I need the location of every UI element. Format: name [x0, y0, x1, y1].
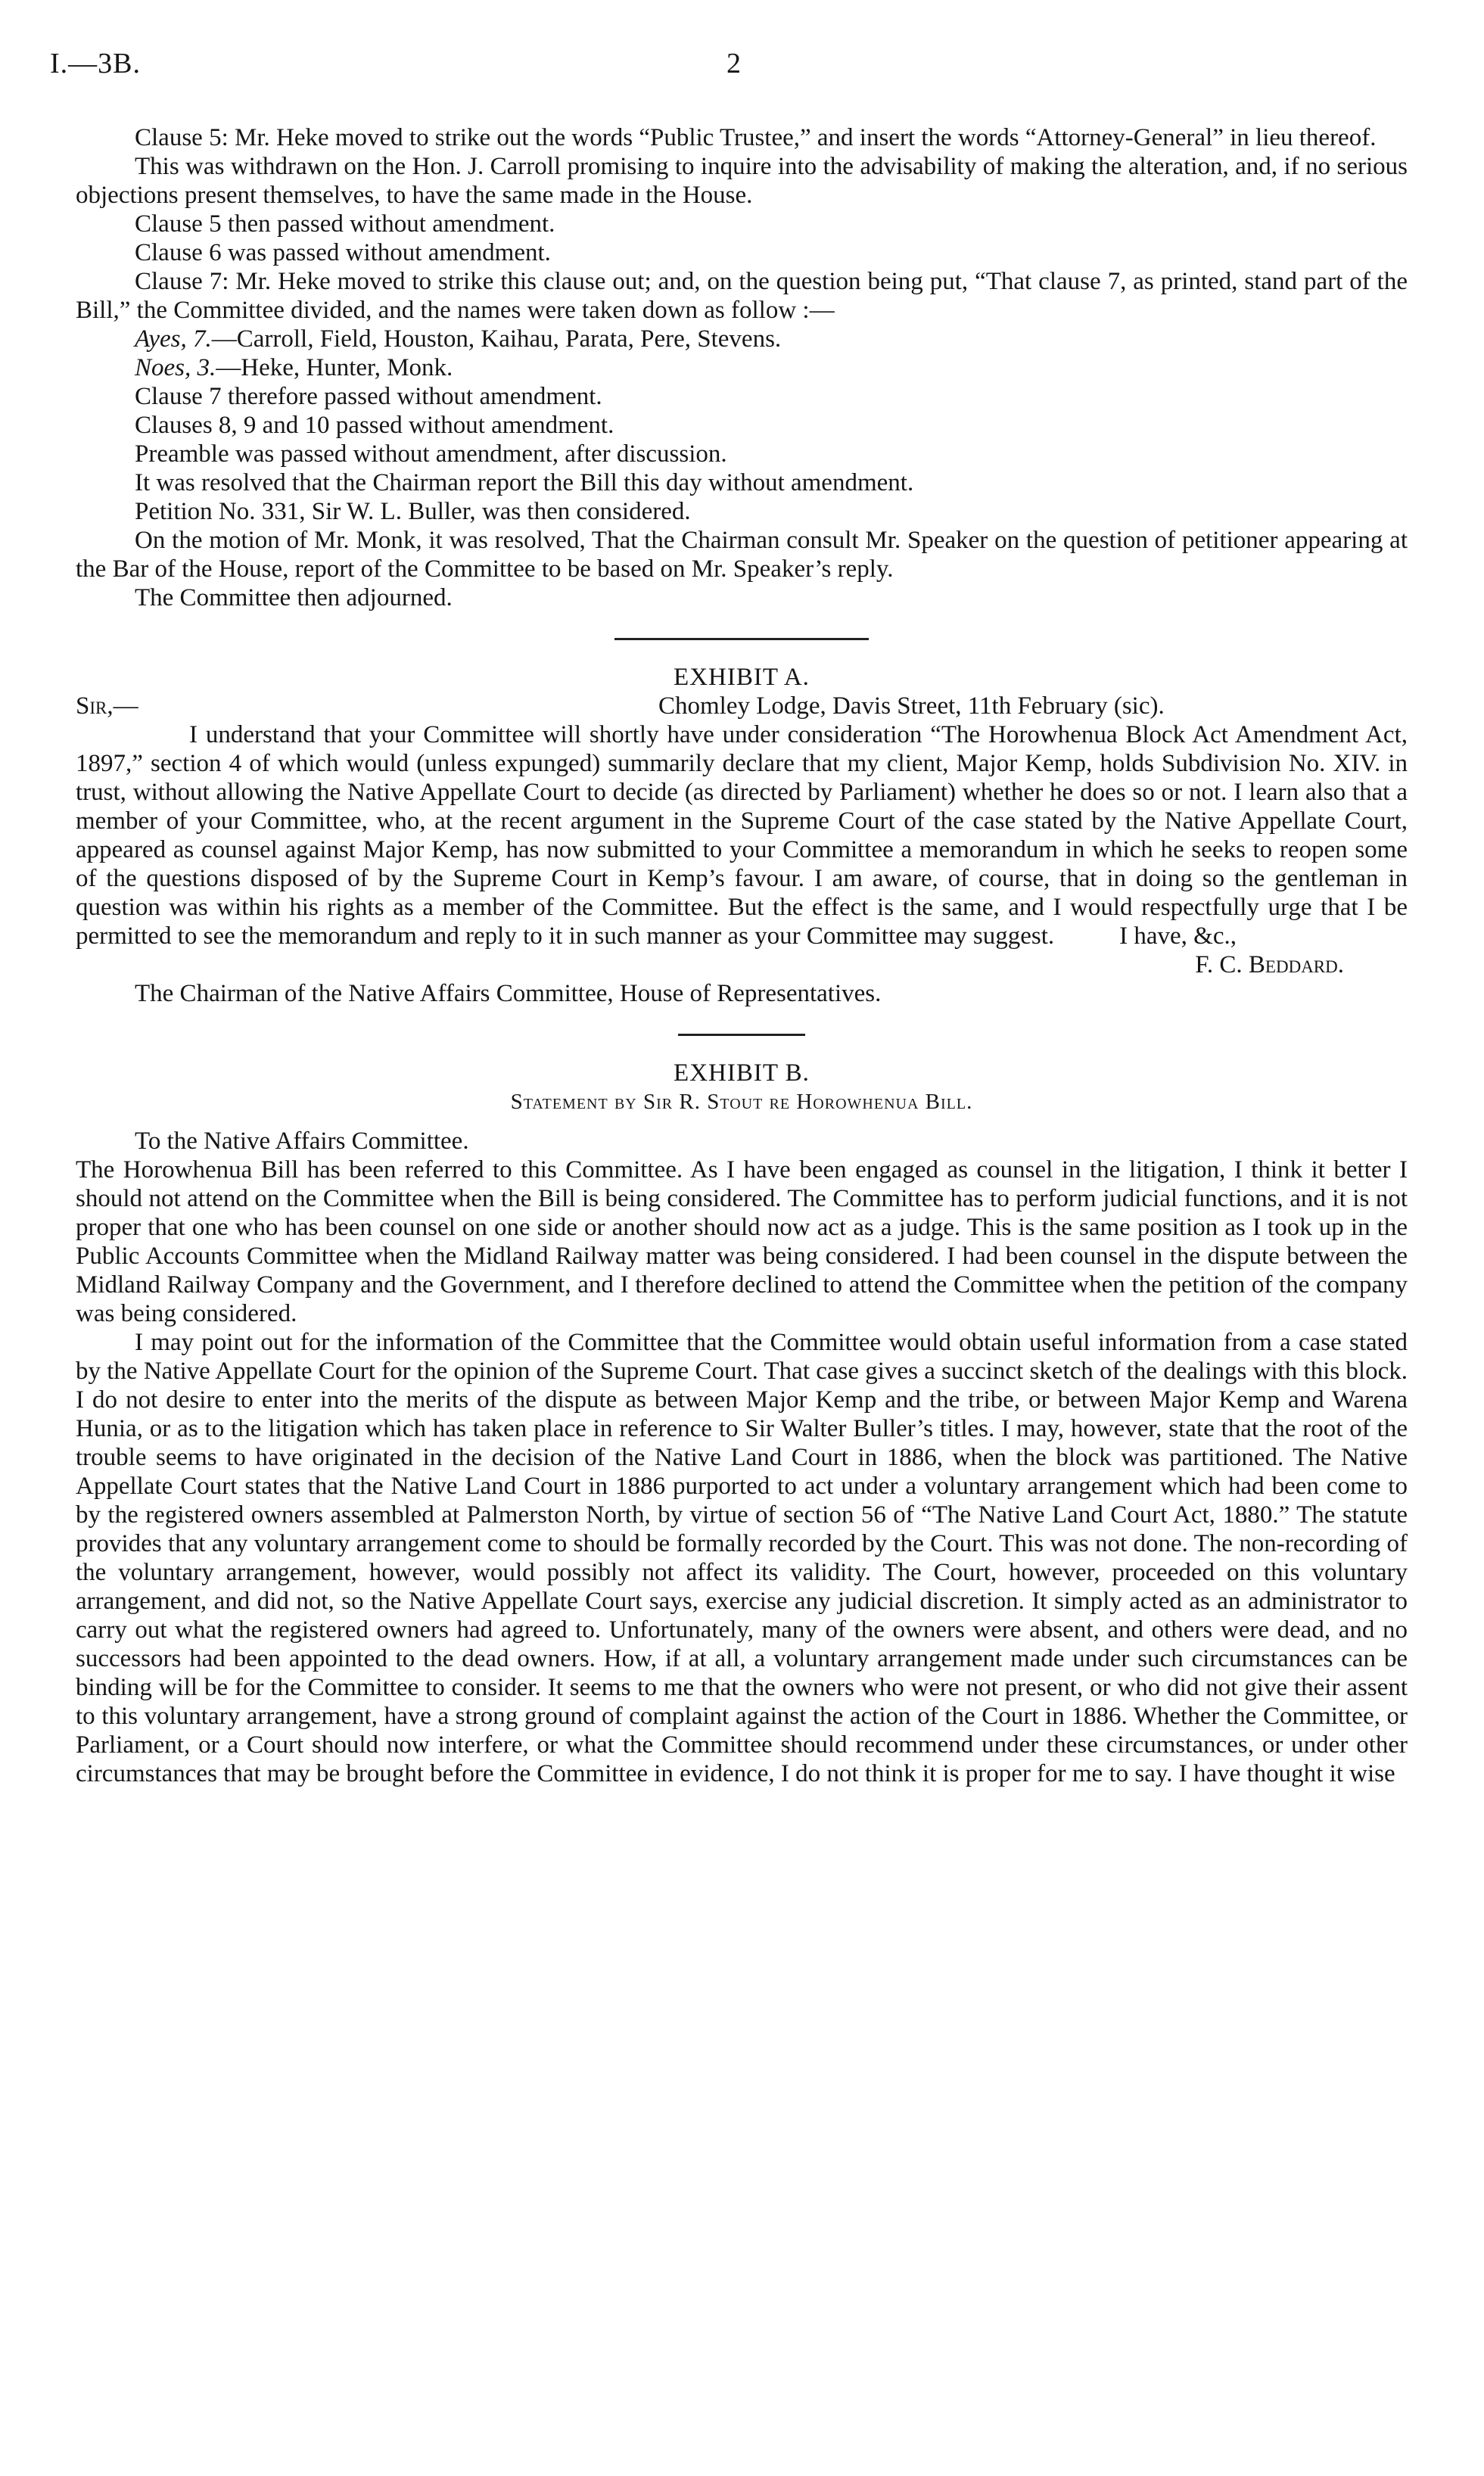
letter-heading — [76, 692, 1408, 720]
minute-adjourned: The Committee then adjourned. — [135, 584, 453, 611]
division-ayes — [76, 325, 1408, 353]
exhibit-b — [76, 1059, 1408, 1788]
statement-addressee: To the Native Affairs Committee. — [135, 1128, 469, 1155]
minute-clause-7-motion: Clause 7: Mr. Heke moved to strike this clause out; and, on the question being put, “That clause 7, as printed, stand part of the Bill,” the Committee divided, and the names were taken down as follow :— — [76, 268, 1408, 324]
page-header — [50, 47, 1412, 92]
minute-petition-331: Petition No. 331, Sir W. L. Buller, was then considered. — [135, 498, 691, 525]
minute-preamble: Preamble was passed without amendment, after discussion. — [135, 440, 727, 468]
noes-label: Noes, 3. — [135, 354, 216, 381]
minute-withdrawn: This was withdrawn on the Hon. J. Carroll promising to inquire into the advisability of making the alteration, and, if no serious objections present themselves, to have the same made in the House. — [76, 153, 1408, 209]
minute-clause-5-motion: Clause 5: Mr. Heke moved to strike out the words “Public Trustee,” and insert the words “Attorney-General” in lieu thereof. — [135, 124, 1377, 151]
minute-report-resolution: It was resolved that the Chairman report the Bill this day without amendment. — [135, 469, 914, 496]
letter-body: I understand that your Committee will shortly have under consideration “The Horowhenua Block Act Amendment Act, 1897,” section 4 of which would (unless expunged) summarily declare that my client, Major Kemp, holds Subdivision No. XIV. in trust, without allowing the Native Appellate Court to decide (as directed by Parliament) whether he does so or not. I learn also that a member of your Committee, who, at the recent argument in the Supreme Court of the case stated by the Native Appellate Court, appeared as counsel against Major Kemp, has now submitted to your Committee a memorandum in which he seeks to reopen some of the questions disposed of by the Supreme Court in Kemp’s favour. I am aware, of course, that in doing so the gentleman in question was within his rights as a member of the Committee. But the effect is the same, and I would respectfully urge that I be permitted to see the memorandum and reply to it in such manner as your Committee may suggest. — [76, 721, 1408, 950]
minute-clause-7-passed: Clause 7 therefore passed without amendment. — [135, 383, 602, 410]
letter-address-date: Chomley Lodge, Davis Street, 11th February (sic). — [658, 692, 1165, 720]
exhibit-a-title: EXHIBIT A. — [674, 664, 810, 691]
statement-paragraph-1: The Horowhenua Bill has been referred to this Committee. As I have been engaged as counsel in the litigation, I think it better I should not attend on the Committee when the Bill is being considered. The Committee has to perform judicial functions, and it is not proper that one who has been counsel on one side or another should now act as a judge. This is the same position as I took up in the Public Accounts Committee when the Midland Railway matter was being considered. I had been counsel in the dispute between the Midland Railway Company and the Government, and I therefore declined to attend the Committee when the petition of the company was being considered. — [76, 1156, 1408, 1327]
ayes-names: —Carroll, Field, Houston, Kaihau, Parata, Pere, Stevens. — [211, 325, 782, 353]
noes-names: —Heke, Hunter, Monk. — [216, 354, 453, 381]
minute-clause-6-passed: Clause 6 was passed without amendment. — [135, 239, 551, 266]
letter-addressee: The Chairman of the Native Affairs Committee, House of Representatives. — [135, 980, 882, 1007]
exhibit-b-subtitle: Statement by Sir R. Stout re Horowhenua Bill. — [510, 1090, 973, 1114]
minute-clauses-8-10: Clauses 8, 9 and 10 passed without amendment. — [135, 412, 614, 439]
letter-signature: F. C. Beddard. — [1195, 951, 1344, 978]
exhibit-a — [76, 663, 1408, 1008]
exhibit-b-title: EXHIBIT B. — [674, 1059, 810, 1087]
statement-paragraph-2: I may point out for the information of the Committee that the Committee would obtain useful information from a case stated by the Native Appellate Court for the opinion of the Supreme Court. That case gives a succinct sketch of the dealings with this block. I do not desire to enter into the merits of the dispute as between Major Kemp and the tribe, or between Major Kemp and Warena Hunia, or as to the litigation which has taken place in reference to Sir Walter Buller’s titles. I may, however, state that the root of the trouble seems to have originated in the decision of the Native Land Court in 1886, when the block was partitioned. The Native Appellate Court states that the Native Land Court in 1886 purported to act under a voluntary arrangement which had been come to by the registered owners assembled at Palmerston North, by virtue of section 56 of “The Native Land Court Act, 1880.” The statute provides that any voluntary arrangement come to should be formally recorded by the Court. This was not done. The non-recording of the voluntary arrangement, however, would possibly not affect its validity. The Court, however, proceeded on this voluntary arrangement, and did not, so the Native Appellate Court says, exercise any judicial discretion. It simply acted as an administrator to carry out what the registered owners had agreed to. Unfortunately, many of the owners were absent, and others were dead, and no successors had been appointed to the dead owners. How, if at all, a voluntary arrangement made under such circumstances can be binding will be for the Committee to consider. It seems to me that the owners who were not present, or who did not give their assent to this voluntary arrangement, have a strong ground of complaint against the action of the Court in 1886. Whether the Committee, or Parliament, or a Court should now interfere, or what the Committee should recommend under these circumstances, or under other circumstances that may be brought before the Committee in evidence, I do not think it is proper for me to say. I have thought it wise — [76, 1329, 1408, 1787]
committee-minutes — [76, 123, 1408, 612]
letter-salutation: Sir,— — [76, 692, 138, 720]
letter-closing: I have, &c., — [1119, 922, 1237, 950]
ayes-label: Ayes, 7. — [135, 325, 212, 353]
division-noes — [76, 353, 1408, 382]
page-body — [76, 123, 1408, 1788]
page-number: 2 — [726, 48, 741, 79]
minute-clause-5-passed: Clause 5 then passed without amendment. — [135, 210, 555, 238]
minute-monk-motion: On the motion of Mr. Monk, it was resolved, That the Chairman consult Mr. Speaker on the question of petitioner appearing at the Bar of the House, report of the Committee to be based on Mr. Speaker’s reply. — [76, 527, 1408, 583]
document-reference: I.—3B. — [50, 48, 141, 79]
